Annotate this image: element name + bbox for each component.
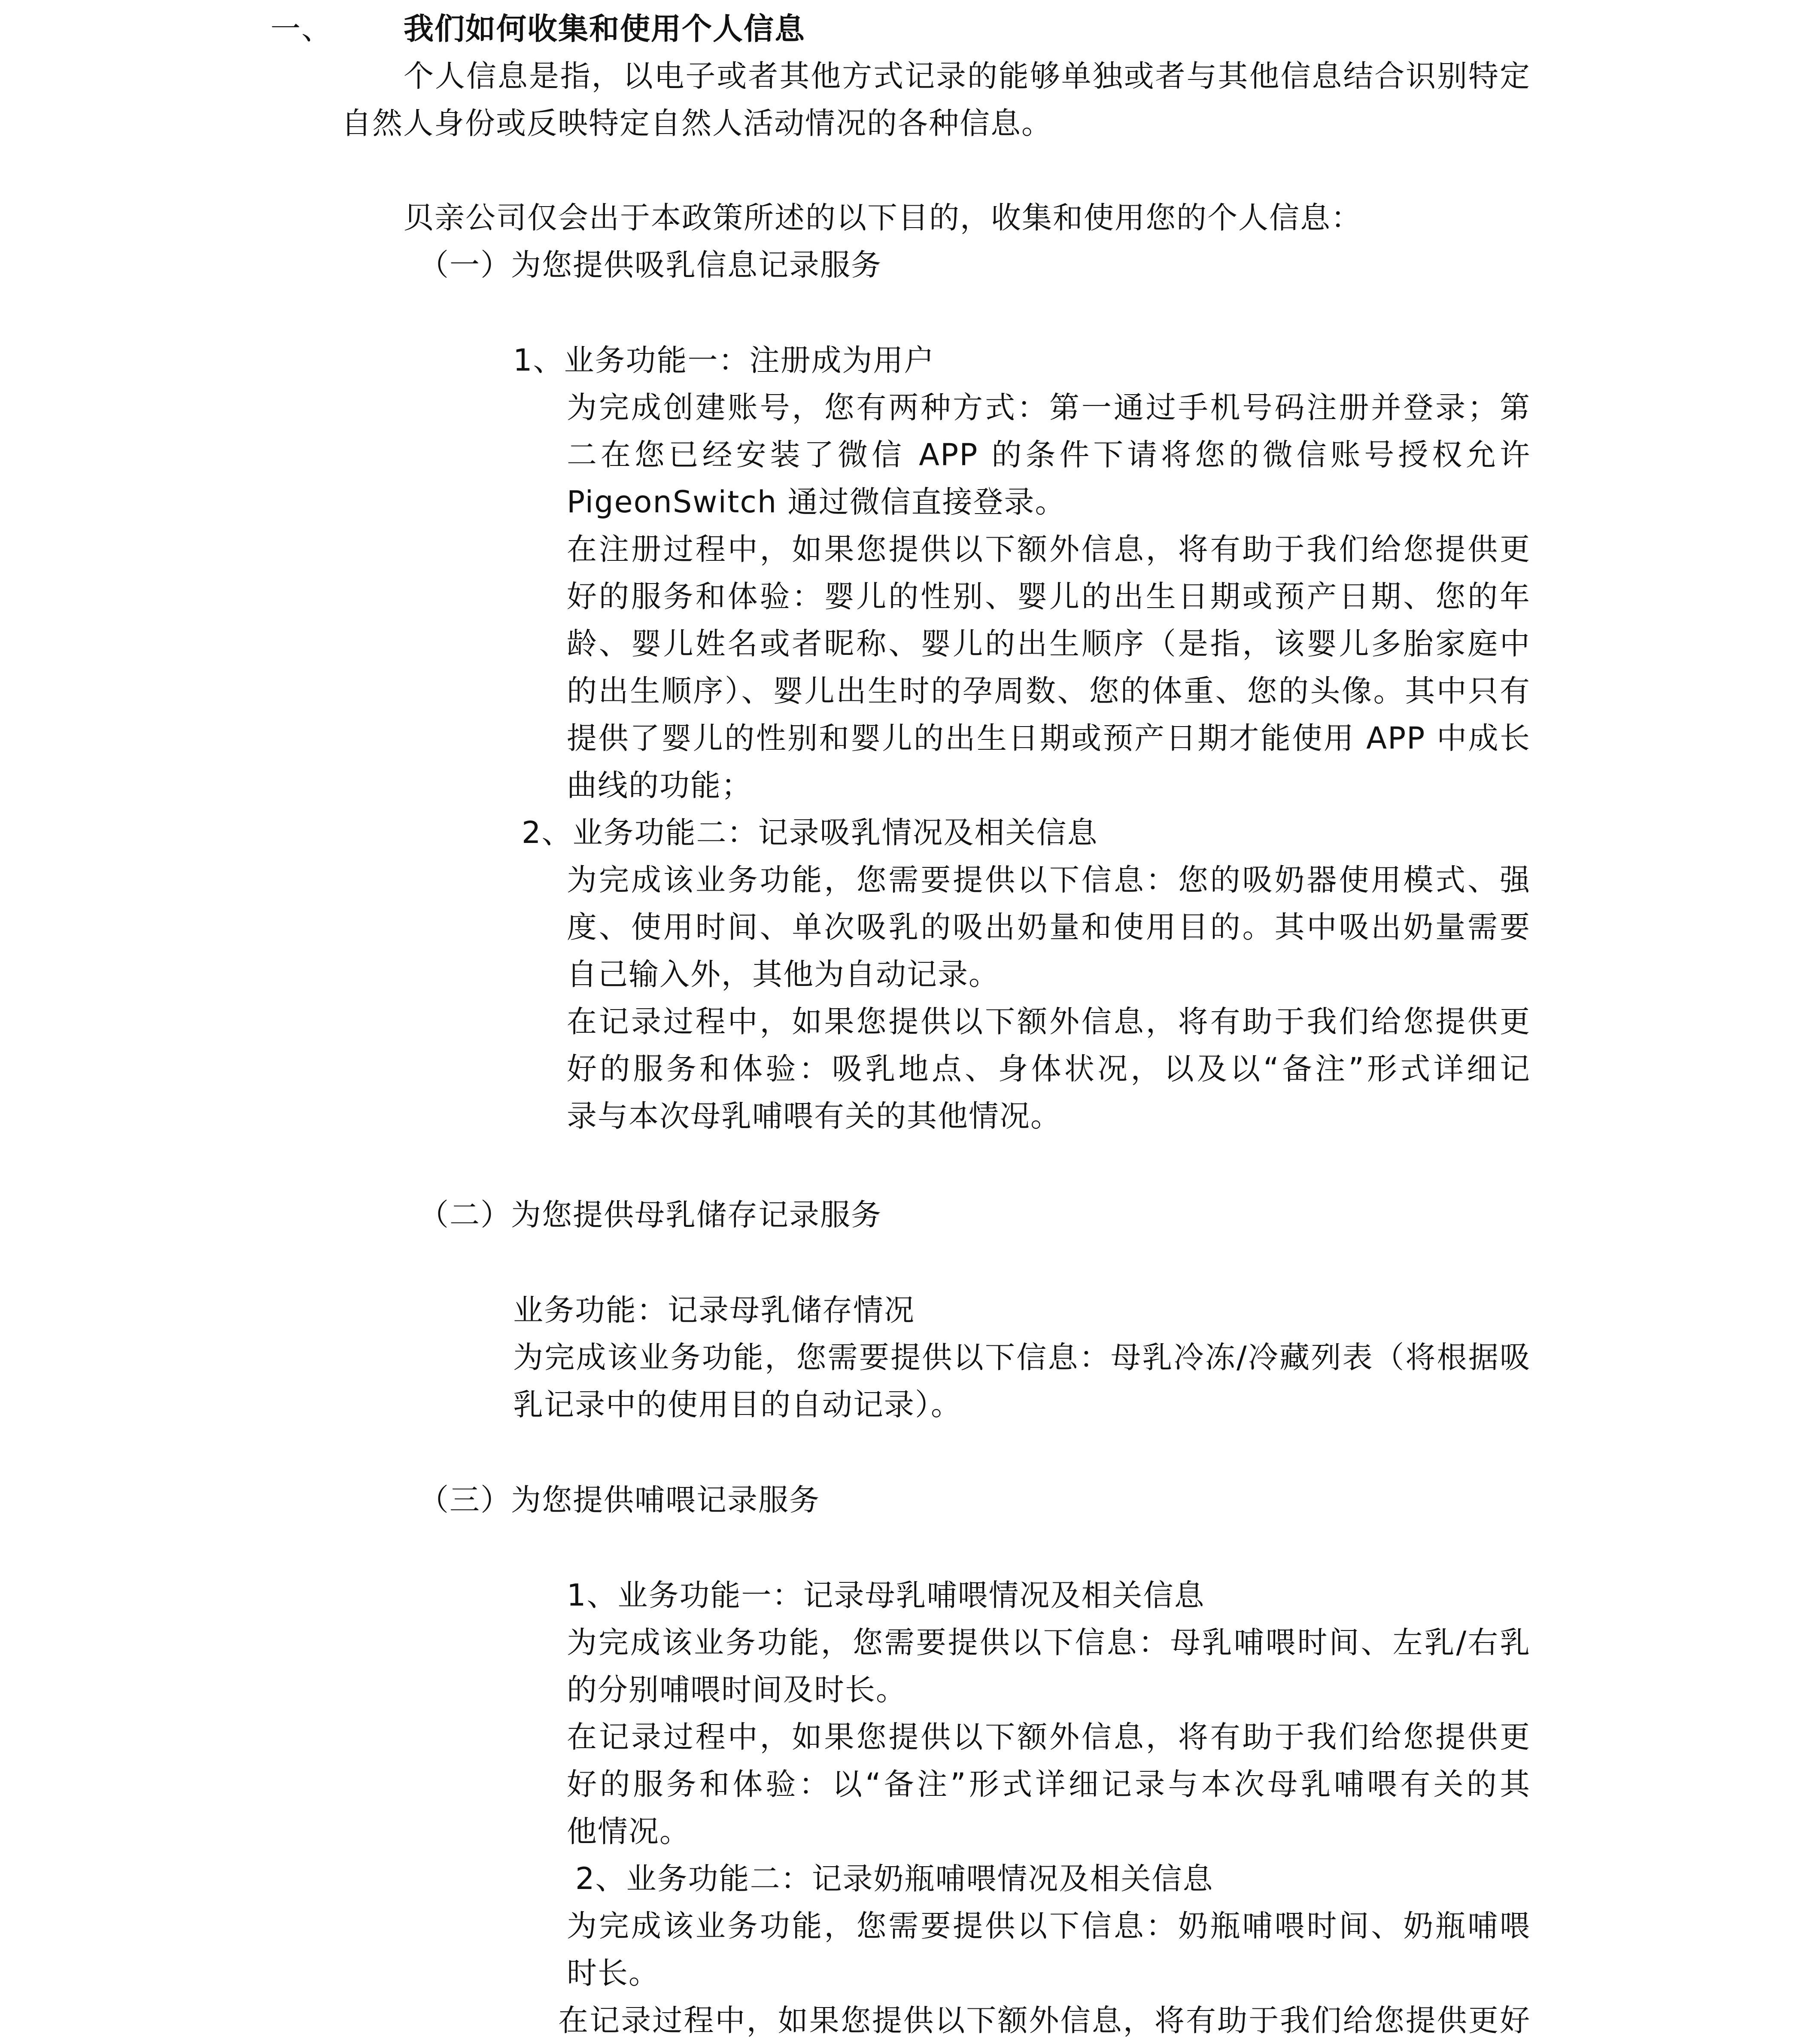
paragraph-line: 为完成该业务功能，您需要提供以下信息：母乳哺喂时间、左乳/右乳 xyxy=(567,1625,1531,1660)
paragraph-line: 度、使用时间、单次吸乳的吸出奶量和使用目的。其中吸出奶量需要 xyxy=(567,909,1531,945)
paragraph-line: 在注册过程中，如果您提供以下额外信息，将有助于我们给您提供更 xyxy=(567,532,1531,567)
part3-feature1-heading: 1、业务功能一：记录母乳哺喂情况及相关信息 xyxy=(567,1578,1205,1613)
paragraph-line: 他情况。 xyxy=(567,1814,690,1849)
paragraph-line: 在记录过程中，如果您提供以下额外信息，将有助于我们给您提供更好 xyxy=(558,2003,1531,2038)
definition-line-2: 自然人身份或反映特定自然人活动情况的各种信息。 xyxy=(341,106,1052,141)
section-number: 一、 xyxy=(270,11,332,46)
paragraph-line: 自己输入外，其他为自动记录。 xyxy=(567,957,1000,992)
part1-heading: 为您提供吸乳信息记录服务 xyxy=(511,247,882,283)
paragraph-line: 曲线的功能； xyxy=(567,768,752,803)
paragraph-line: 好的服务和体验：以“备注”形式详细记录与本次母乳哺喂有关的其 xyxy=(567,1767,1531,1802)
part1-feature1-heading: 1、业务功能一：注册成为用户 xyxy=(513,343,935,378)
section-title: 我们如何收集和使用个人信息 xyxy=(404,11,805,46)
paragraph-line: 提供了婴儿的性别和婴儿的出生日期或预产日期才能使用 APP 中成长 xyxy=(567,721,1531,756)
part3-feature2-heading: 2、业务功能二：记录奶瓶哺喂情况及相关信息 xyxy=(575,1861,1214,1896)
paragraph-line: 的分别哺喂时间及时长。 xyxy=(567,1672,907,1707)
part1-feature2-heading: 2、业务功能二：记录吸乳情况及相关信息 xyxy=(522,815,1098,850)
part1-marker: （一） xyxy=(419,247,511,283)
paragraph-line: 为完成该业务功能，您需要提供以下信息：母乳冷冻/冷藏列表（将根据吸 xyxy=(513,1340,1531,1375)
paragraph-line: 好的服务和体验：吸乳地点、身体状况，以及以“备注”形式详细记 xyxy=(567,1051,1531,1086)
paragraph-line: 在记录过程中，如果您提供以下额外信息，将有助于我们给您提供更 xyxy=(567,1004,1531,1039)
paragraph-line: 录与本次母乳哺喂有关的其他情况。 xyxy=(567,1098,1061,1134)
part2-marker: （二） xyxy=(419,1197,511,1232)
paragraph-line: 为完成该业务功能，您需要提供以下信息：您的吸奶器使用模式、强 xyxy=(567,862,1531,897)
part3-heading: 为您提供哺喂记录服务 xyxy=(511,1482,820,1518)
paragraph-line: 乳记录中的使用目的自动记录）。 xyxy=(513,1387,962,1422)
paragraph-line: 的出生顺序）、婴儿出生时的孕周数、您的体重、您的头像。其中只有 xyxy=(567,673,1531,709)
part3-marker: （三） xyxy=(419,1482,511,1518)
definition-line-1: 个人信息是指，以电子或者其他方式记录的能够单独或者与其他信息结合识别特定 xyxy=(404,58,1531,94)
paragraph-line: 在记录过程中，如果您提供以下额外信息，将有助于我们给您提供更 xyxy=(567,1719,1531,1755)
paragraph-line: 为完成创建账号，您有两种方式：第一通过手机号码注册并登录；第 xyxy=(567,390,1531,425)
part2-feature-heading: 业务功能：记录母乳储存情况 xyxy=(513,1293,915,1328)
paragraph-line: 时长。 xyxy=(567,1956,659,1991)
part2-heading: 为您提供母乳储存记录服务 xyxy=(511,1197,882,1232)
paragraph-line: 龄、婴儿姓名或者昵称、婴儿的出生顺序（是指，该婴儿多胎家庭中 xyxy=(567,626,1531,661)
paragraph-line: 为完成该业务功能，您需要提供以下信息：奶瓶哺喂时间、奶瓶哺喂 xyxy=(567,1908,1531,1944)
intro-paragraph: 贝亲公司仅会出于本政策所述的以下目的，收集和使用您的个人信息： xyxy=(404,200,1362,235)
paragraph-line: 好的服务和体验：婴儿的性别、婴儿的出生日期或预产日期、您的年 xyxy=(567,579,1531,614)
paragraph-line: PigeonSwitch 通过微信直接登录。 xyxy=(567,484,1066,520)
paragraph-line: 二在您已经安装了微信 APP 的条件下请将您的微信账号授权允许 xyxy=(567,437,1531,472)
